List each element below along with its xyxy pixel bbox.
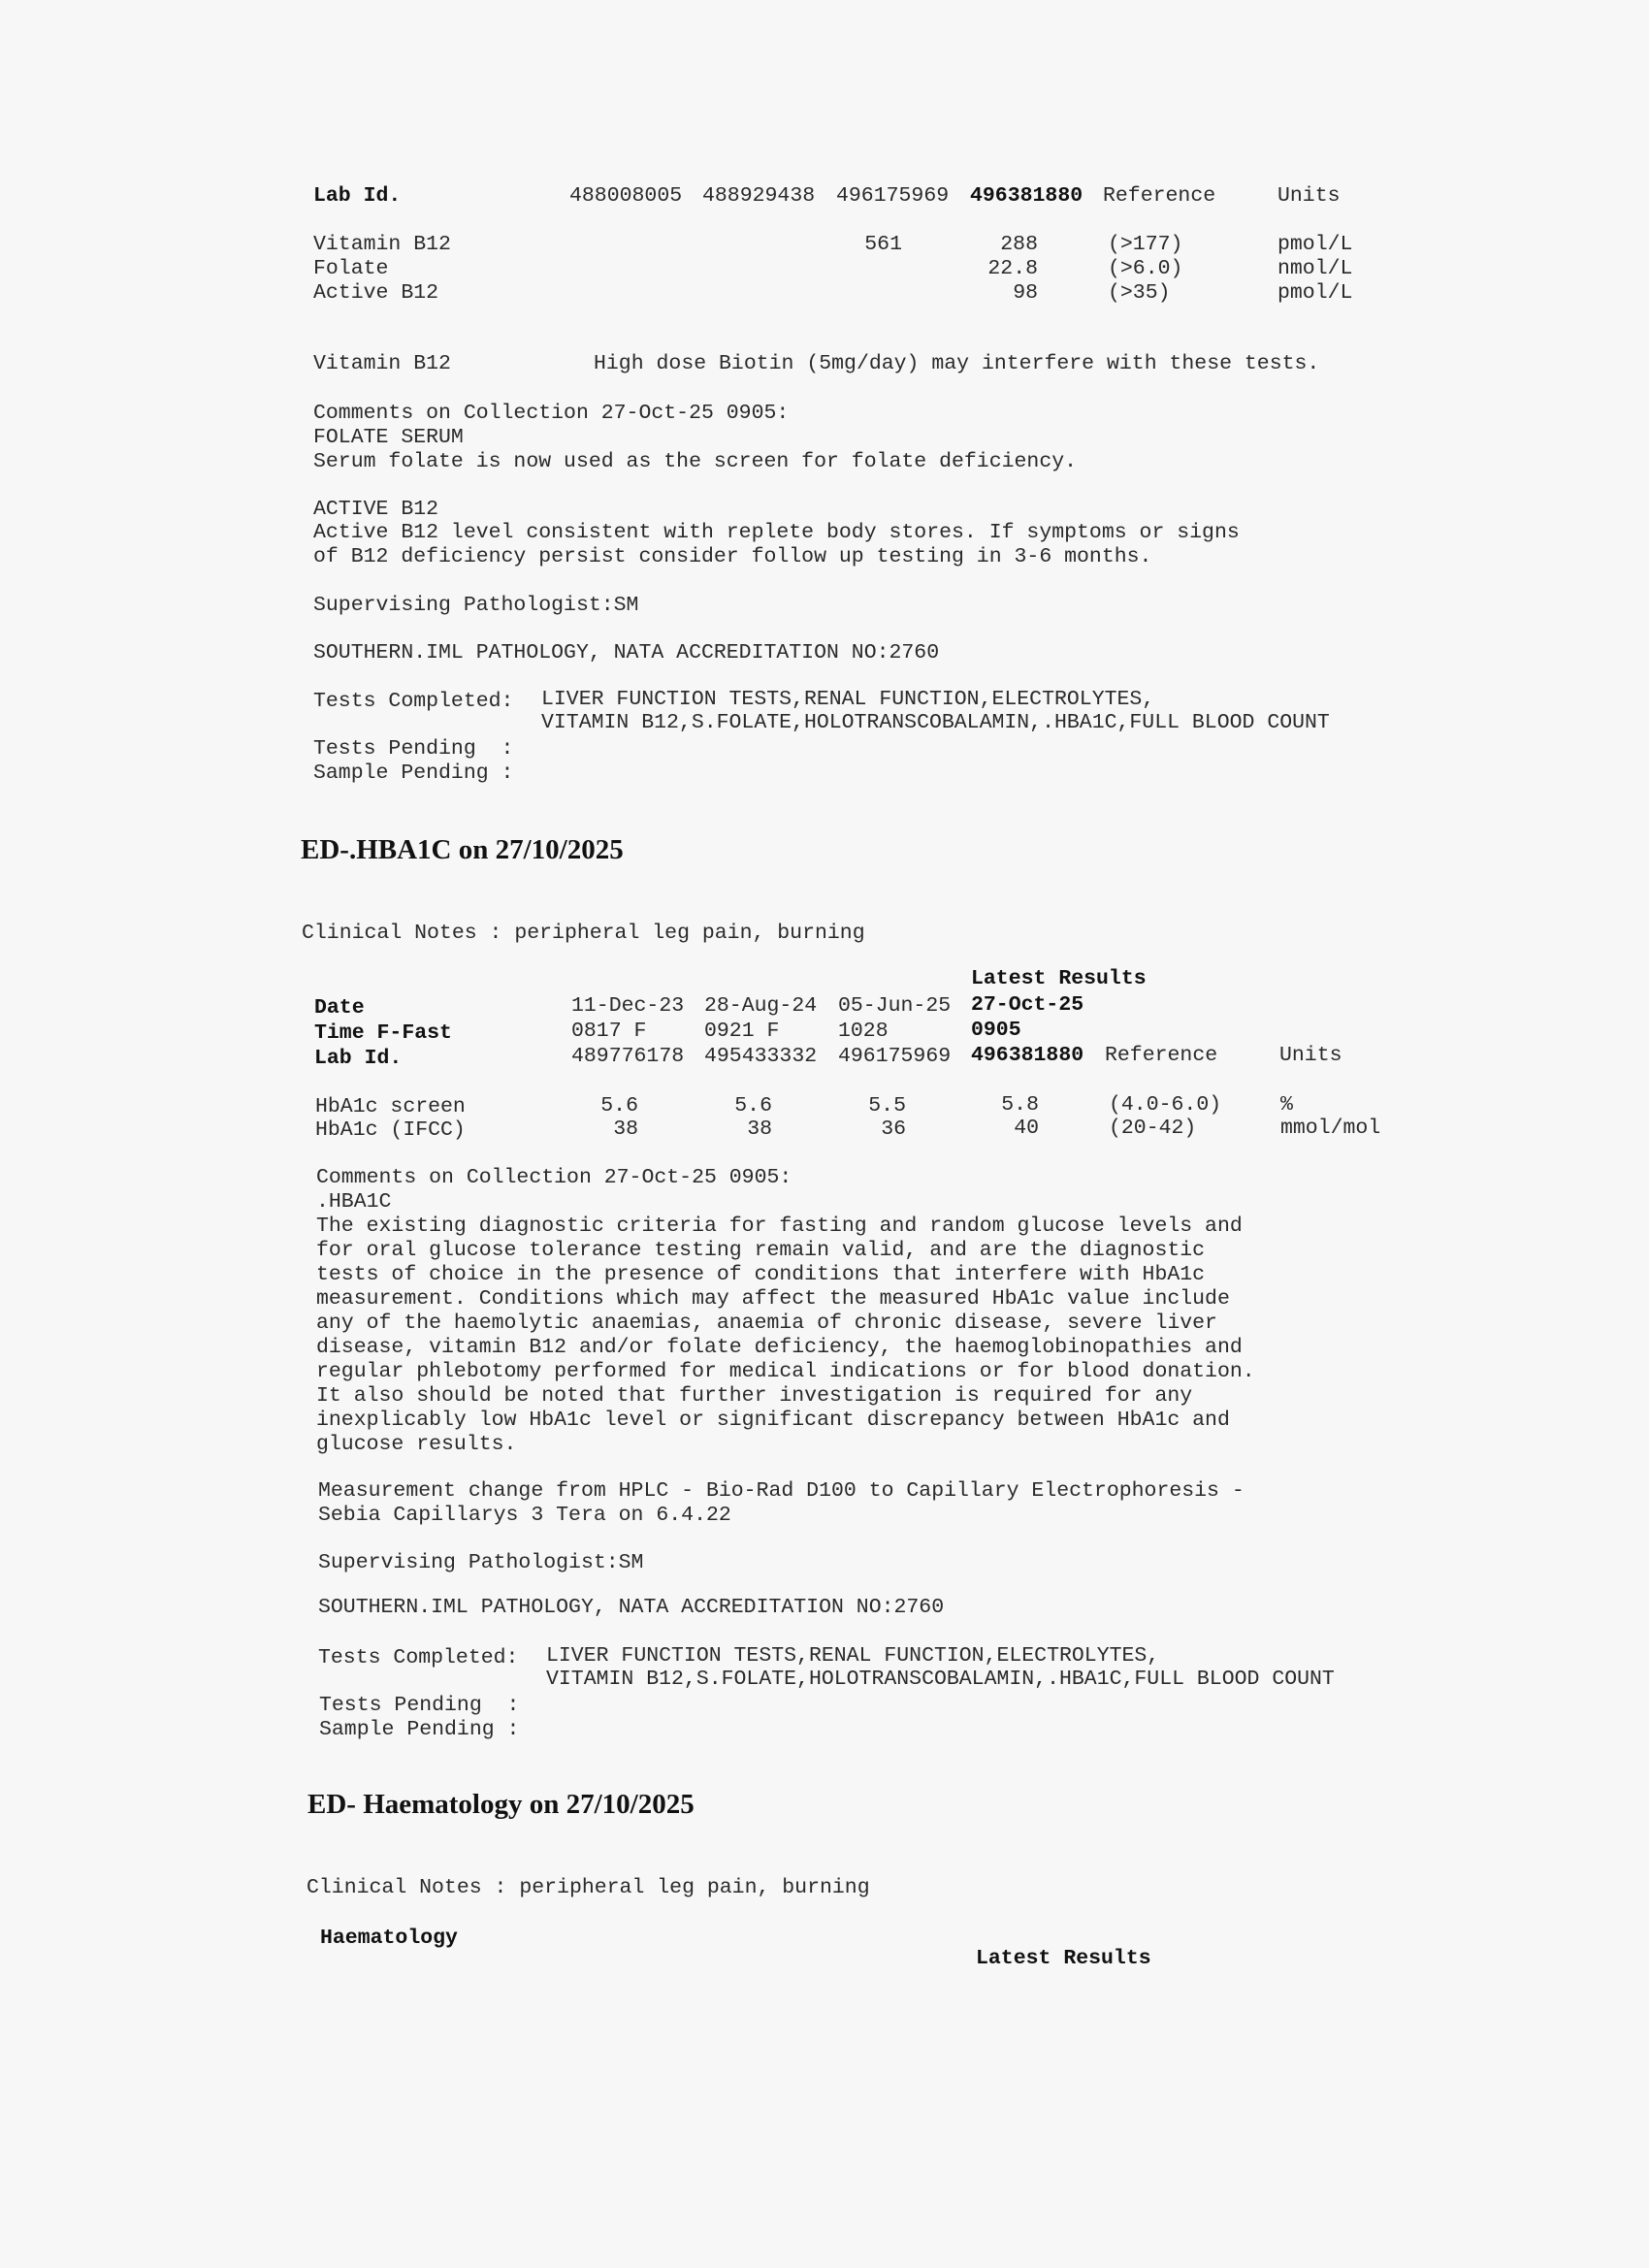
hba1c-comment-line: glucose results. — [316, 1433, 517, 1456]
measurement-change-line: Measurement change from HPLC - Bio-Rad D100 to Capillary Electrophoresis - — [318, 1479, 1245, 1503]
hba1c-comments-header: Comments on Collection 27-Oct-25 0905: — [316, 1166, 792, 1189]
row-reference: (>35) — [1108, 281, 1171, 305]
b12-tests-pending: Tests Pending : — [313, 737, 514, 761]
active-b12-line: Active B12 level consistent with replete body stores. If symptoms or signs — [313, 521, 1240, 544]
row-units: nmol/L — [1277, 257, 1353, 280]
b12-tests-completed-line: LIVER FUNCTION TESTS,RENAL FUNCTION,ELECTROLYTES, — [541, 688, 1155, 711]
hba1c-comment-line: inexplicably low HbA1c level or significant discrepancy between HbA1c and — [316, 1409, 1230, 1432]
haematology-clinical-notes: Clinical Notes : peripheral leg pain, burning — [307, 1876, 870, 1899]
row-units: pmol/L — [1277, 233, 1353, 256]
hba1c-comment-line: for oral glucose tolerance testing remain valid, and are the diagnostic — [316, 1239, 1206, 1262]
lab-id-col-2: 495433332 — [704, 1045, 818, 1068]
lab-id-latest: 496381880 — [971, 1044, 1084, 1067]
date-col-1: 11-Dec-23 — [571, 994, 685, 1018]
hba1c-comment-line: any of the haemolytic anaemias, anaemia of chronic disease, severe liver — [316, 1312, 1217, 1335]
folate-title: FOLATE SERUM — [313, 426, 464, 449]
lab-id-latest: 496381880 — [970, 184, 1083, 208]
lab-id-col-3: 496175969 — [836, 184, 950, 208]
measurement-change-line: Sebia Capillarys 3 Tera on 6.4.22 — [318, 1504, 731, 1527]
row-value: 5.5 — [868, 1094, 906, 1118]
row-latest-value: 98 — [1013, 281, 1038, 305]
b12-accreditation: SOUTHERN.IML PATHOLOGY, NATA ACCREDITATION NO:2760 — [313, 641, 940, 664]
reference-header: Reference — [1105, 1044, 1218, 1067]
hba1c-comment-line: measurement. Conditions which may affect the measured HbA1c value include — [316, 1287, 1230, 1311]
row-latest-value: 40 — [1014, 1117, 1039, 1140]
row-units: mmol/mol — [1280, 1117, 1381, 1140]
hba1c-comment-line: regular phlebotomy performed for medical indications or for blood donation. — [316, 1360, 1255, 1383]
row-units: pmol/L — [1277, 281, 1353, 305]
time-label: Time F-Fast — [314, 1021, 452, 1045]
row-units: % — [1280, 1093, 1293, 1117]
hba1c-comment-line: It also should be noted that further investigation is required for any — [316, 1384, 1193, 1408]
units-header: Units — [1279, 1044, 1342, 1067]
row-latest-value: 22.8 — [987, 257, 1038, 280]
b12-comments-header: Comments on Collection 27-Oct-25 0905: — [313, 402, 790, 425]
lab-id-col-3: 496175969 — [838, 1045, 952, 1068]
b12-sample-pending: Sample Pending : — [313, 761, 514, 785]
row-test-name: Vitamin B12 — [313, 233, 451, 256]
hba1c-sample-pending: Sample Pending : — [319, 1718, 520, 1741]
row-latest-value: 288 — [1000, 233, 1038, 256]
latest-results-label: Latest Results — [971, 967, 1147, 990]
hba1c-comment-line: The existing diagnostic criteria for fasting and random glucose levels and — [316, 1215, 1243, 1238]
row-value: 36 — [881, 1118, 906, 1141]
time-col-2: 0921 F — [704, 1020, 780, 1043]
row-test-name: HbA1c screen — [315, 1095, 466, 1118]
hba1c-pathologist: Supervising Pathologist:SM — [318, 1551, 644, 1574]
active-b12-line: of B12 deficiency persist consider follow up testing in 3-6 months. — [313, 545, 1152, 568]
date-col-2: 28-Aug-24 — [704, 994, 818, 1018]
hba1c-comment-line: disease, vitamin B12 and/or folate deficiency, the haemoglobinopathies and — [316, 1336, 1243, 1359]
hba1c-clinical-notes: Clinical Notes : peripheral leg pain, burning — [302, 922, 865, 945]
row-value: 38 — [747, 1118, 772, 1141]
lab-id-col-1: 488008005 — [569, 184, 683, 208]
row-latest-value: 5.8 — [1001, 1093, 1039, 1117]
date-latest: 27-Oct-25 — [971, 993, 1084, 1017]
lab-id-label: Lab Id. — [314, 1047, 403, 1070]
row-test-name: HbA1c (IFCC) — [315, 1118, 466, 1142]
biotin-note: High dose Biotin (5mg/day) may interfere with these tests. — [594, 352, 1320, 375]
row-test-name: Active B12 — [313, 281, 439, 305]
hba1c-tests-completed-line: VITAMIN B12,S.FOLATE,HOLOTRANSCOBALAMIN,.HBA1C,FULL BLOOD COUNT — [546, 1668, 1335, 1691]
hba1c-comment-title: .HBA1C — [316, 1190, 392, 1214]
reference-header: Reference — [1103, 184, 1216, 208]
hba1c-comment-line: tests of choice in the presence of conditions that interfere with HbA1c — [316, 1263, 1206, 1286]
row-prev-value: 561 — [864, 233, 902, 256]
units-header: Units — [1277, 184, 1341, 208]
biotin-label: Vitamin B12 — [313, 352, 451, 375]
hba1c-tests-completed-line: LIVER FUNCTION TESTS,RENAL FUNCTION,ELECTROLYTES, — [546, 1644, 1160, 1668]
active-b12-title: ACTIVE B12 — [313, 498, 439, 521]
hba1c-tests-pending: Tests Pending : — [319, 1694, 520, 1717]
lab-id-col-2: 488929438 — [702, 184, 816, 208]
time-col-1: 0817 F — [571, 1020, 647, 1043]
row-value: 5.6 — [600, 1094, 638, 1118]
date-label: Date — [314, 996, 365, 1020]
row-reference: (>177) — [1108, 233, 1183, 256]
hba1c-heading: ED-.HBA1C on 27/10/2025 — [301, 834, 624, 865]
haematology-latest-results-label: Latest Results — [976, 1947, 1151, 1970]
row-value: 38 — [613, 1118, 638, 1141]
row-reference: (>6.0) — [1108, 257, 1183, 280]
lab-id-col-1: 489776178 — [571, 1045, 685, 1068]
row-value: 5.6 — [734, 1094, 772, 1118]
time-latest: 0905 — [971, 1019, 1021, 1042]
b12-pathologist: Supervising Pathologist:SM — [313, 594, 639, 617]
time-col-3: 1028 — [838, 1020, 889, 1043]
b12-tests-completed-line: VITAMIN B12,S.FOLATE,HOLOTRANSCOBALAMIN,.HBA1C,FULL BLOOD COUNT — [541, 711, 1330, 734]
row-reference: (4.0-6.0) — [1109, 1093, 1222, 1117]
haematology-heading: ED- Haematology on 27/10/2025 — [307, 1789, 695, 1820]
date-col-3: 05-Jun-25 — [838, 994, 952, 1018]
haematology-title: Haematology — [320, 1927, 458, 1950]
folate-text: Serum folate is now used as the screen for folate deficiency. — [313, 450, 1078, 473]
row-test-name: Folate — [313, 257, 389, 280]
b12-tests-completed-label: Tests Completed: — [313, 690, 514, 713]
hba1c-tests-completed-label: Tests Completed: — [318, 1646, 519, 1669]
hba1c-accreditation: SOUTHERN.IML PATHOLOGY, NATA ACCREDITATION NO:2760 — [318, 1596, 945, 1619]
row-reference: (20-42) — [1109, 1117, 1197, 1140]
lab-id-label: Lab Id. — [313, 184, 402, 208]
